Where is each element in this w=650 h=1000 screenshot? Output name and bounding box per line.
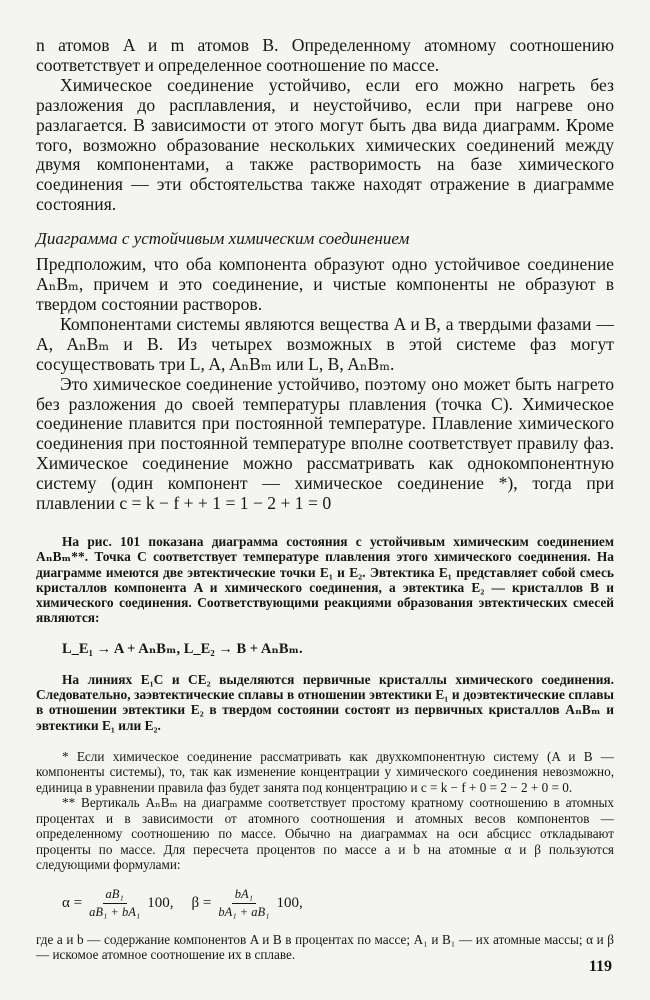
main-text <box>36 36 614 514</box>
page-number: 119 <box>588 958 612 975</box>
alpha-lhs: α = <box>62 894 83 911</box>
paragraph-2: Химическое соединение устойчиво, если его можно нагреть без разложения до расплавления, и неустойчиво, если при нагреве оно разлагается. В зависимости от этого могут быть два вида диаграмм. Кроме того, возможно образование нескольких химических соединений между двумя компонентами, а также растворимость на базе химического соединения — эти обстоятельства также находят отражение в диаграмме состояния. <box>36 74 614 215</box>
conversion-formulas <box>62 887 614 920</box>
beta-denominator: bA₁ + aB₁ <box>218 904 270 919</box>
section-heading: Диаграмма с устойчивым химическим соединением <box>36 229 410 249</box>
alpha-tail: 100, <box>147 894 174 911</box>
alpha-fraction <box>86 887 143 920</box>
footnote-3: где a и b — содержание компонентов A и B в процентах по массе; A₁ и B₁ — их атомные массы; α и β — искомое атомное соотношение их в сплаве. <box>36 931 614 963</box>
beta-fraction <box>215 887 272 920</box>
small-print-section <box>36 534 614 733</box>
beta-numerator: bA₁ <box>232 887 256 904</box>
footnote-1: * Если химическое соединение рассматривать как двухкомпонентную систему (A и B — компоненты системы), то, так как изменение концентрации у химического соединения невозможно, единица в уравнении правила фаз будет занята под концентрацию и c = k − f + 0 = 2 − 2 + 0 = 0. <box>36 748 614 795</box>
alpha-numerator: aB₁ <box>103 887 127 904</box>
beta-tail: 100, <box>276 894 303 911</box>
eutectic-reactions-formula: L_E₁ → A + AₙBₘ, L_E₂ → B + AₙBₘ. <box>62 640 303 657</box>
paragraph-5: Это химическое соединение устойчиво, поэтому оно может быть нагрето без разложения до своей температуры плавления (точка C). Химическое соединение плавится при постоянной температуре. Плавление химического соединения при постоянной температуре вполне соответствует правилу фаз. Химическое соединение можно рассматривать как однокомпонентную систему (один компонент — химическое соединение *), тогда при плавлении c = k − f + + 1 = 1 − 2 + 1 = 0 <box>36 373 614 514</box>
alpha-denominator: aB₁ + bA₁ <box>89 904 141 919</box>
paragraph-1: n атомов A и m атомов B. Определенному атомному соотношению соответствует и определенное соотношение по массе. <box>36 35 614 75</box>
footnote-2: ** Вертикаль AₙBₘ на диаграмме соответствует простому кратному соотношению в атомных процентах и в зависимости от атомного соотношения и атомных весов компонентов — определенному соотношению по массе. Обычно на диаграммах на оси абсцисс откладывают проценты по массе. Для пересчета процентов по массе a и b на атомные α и β пользуются следующими формулами: <box>36 795 614 873</box>
paragraph-4: Компонентами системы являются вещества A и B, а твердыми фазами — A, AₙBₘ и B. Из четырех возможных в этой системе фаз могут сосуществовать три L, A, AₙBₘ или L, B, AₙBₘ. <box>36 313 614 374</box>
footnotes <box>36 749 614 963</box>
beta-lhs: β = <box>191 894 212 911</box>
paragraph-3: Предположим, что оба компонента образуют одно устойчивое соединение AₙBₘ, причем и это соединение, и чистые компоненты не образуют в твердом состоянии растворов. <box>36 254 614 314</box>
paragraph-6: На рис. 101 показана диаграмма состояния с устойчивым химическим соединением AₙBₘ**. Точка C соответствует температуре плавления этого химического соединения. На диаграмме имеются две эвтектические точки E₁ и E₂. Эвтектика E₁ представляет собой смесь кристаллов компонента A и химического соединения, а эвтектика E₂ — кристаллов B и химического соединения. Соответствующими реакциями образования эвтектических смесей являются: <box>36 533 614 626</box>
paragraph-7: На линиях E₁C и CE₂ выделяются первичные кристаллы химического соединения. Следовательно, заэвтектические сплавы в отношении эвтектики E₁ и доэвтектические сплавы в отношении эвтектики E₂ в твердом состоянии состоят из первичных кристаллов AₙBₘ и эвтектики E₁ или E₂. <box>36 671 614 733</box>
